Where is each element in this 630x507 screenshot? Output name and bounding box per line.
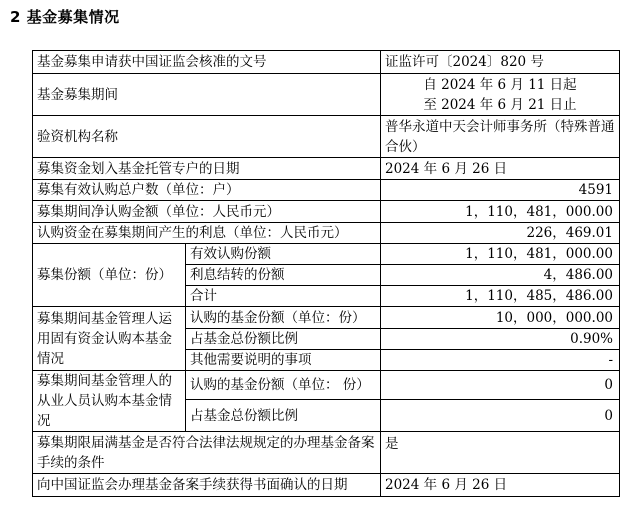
compliance-value: 是 (381, 432, 620, 474)
shares-interest-label: 利息结转的份额 (186, 265, 381, 286)
table-row (33, 74, 620, 116)
table-row (33, 51, 620, 74)
approval-doc-label: 基金募集申请获中国证监会核准的文号 (33, 51, 381, 74)
shares-total-label: 合计 (186, 286, 381, 307)
staff-label: 募集期间基金管理人的从业人员认购本基金情况 (33, 371, 186, 432)
shares-total-value: 1，110，485，486.00 (381, 286, 620, 307)
interest-label: 认购资金在募集期间产生的利息（单位：人民币元） (33, 223, 381, 244)
manager-own-shares-label: 认购的基金份额（单位：份） (186, 307, 381, 329)
table-row (33, 116, 620, 158)
period-value (381, 74, 620, 116)
manager-own-other-value: - (381, 350, 620, 371)
approval-doc-value: 证监许可〔2024〕820 号 (381, 51, 620, 74)
shares-effective-label: 有效认购份额 (186, 244, 381, 265)
period-from: 自 2024 年 6 月 11 日起 (423, 76, 577, 93)
table-row (33, 371, 620, 400)
staff-ratio-value: 0 (381, 400, 620, 432)
table-row (33, 180, 620, 201)
net-amount-value: 1，110，481，000.00 (381, 201, 620, 223)
shares-interest-value: 4，486.00 (381, 265, 620, 286)
confirm-date-value: 2024 年 6 月 26 日 (381, 474, 620, 497)
period-label: 基金募集期间 (33, 74, 381, 116)
table-row (33, 474, 620, 497)
confirm-date-label: 向中国证监会办理基金备案手续获得书面确认的日期 (33, 474, 381, 497)
transfer-date-value: 2024 年 6 月 26 日 (381, 158, 620, 180)
table-row (33, 244, 620, 265)
households-value: 4591 (381, 180, 620, 201)
table-row (33, 307, 620, 329)
interest-value: 226，469.01 (381, 223, 620, 244)
shares-effective-value: 1，110，481，000.00 (381, 244, 620, 265)
table-row (33, 432, 620, 474)
table-row (33, 201, 620, 223)
audit-firm-label: 验资机构名称 (33, 116, 381, 158)
manager-own-other-label: 其他需要说明的事项 (186, 350, 381, 371)
compliance-label: 募集期限届满基金是否符合法律法规规定的办理基金备案手续的条件 (33, 432, 381, 474)
households-label: 募集有效认购总户数（单位：户） (33, 180, 381, 201)
section-title: 2 基金募集情况 (10, 8, 120, 26)
audit-firm-value: 普华永道中天会计师事务所（特殊普通合伙） (381, 116, 620, 158)
staff-shares-value: 0 (381, 371, 620, 400)
staff-shares-label: 认购的基金份额（单位： 份） (186, 371, 381, 400)
shares-label: 募集份额（单位：份） (33, 244, 186, 307)
transfer-date-label: 募集资金划入基金托管专户的日期 (33, 158, 381, 180)
fund-raising-table (32, 50, 620, 497)
table-row (33, 158, 620, 180)
staff-ratio-label: 占基金总份额比例 (186, 400, 381, 432)
manager-own-label: 募集期间基金管理人运用固有资金认购本基金情况 (33, 307, 186, 371)
table-row (33, 223, 620, 244)
net-amount-label: 募集期间净认购金额（单位：人民币元） (33, 201, 381, 223)
period-to: 至 2024 年 6 月 21 日止 (423, 96, 577, 113)
manager-own-shares-value: 10，000，000.00 (381, 307, 620, 329)
manager-own-ratio-label: 占基金总份额比例 (186, 329, 381, 350)
manager-own-ratio-value: 0.90% (381, 329, 620, 350)
